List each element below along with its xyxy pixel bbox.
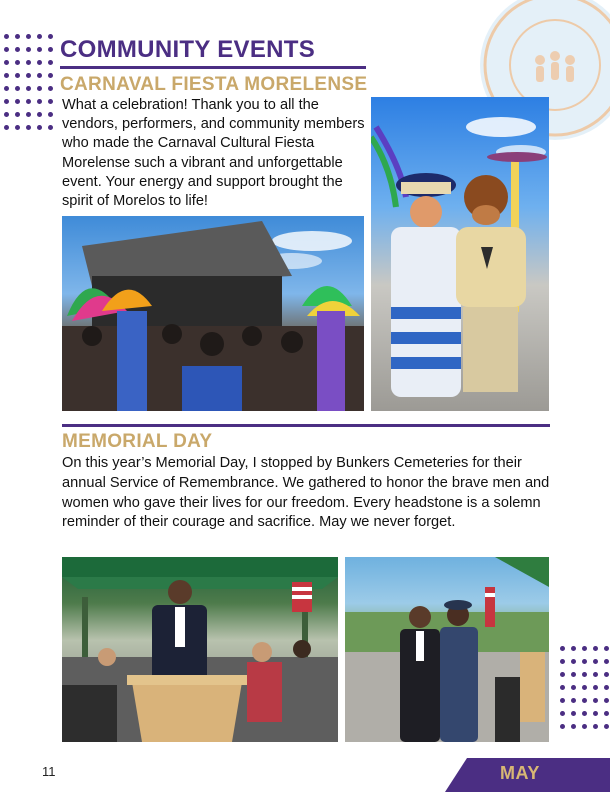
page-title: COMMUNITY EVENTS <box>60 36 316 63</box>
carnaval-mascot-photo <box>371 97 549 411</box>
stage-photo-illustration <box>62 216 364 411</box>
section-divider <box>62 424 550 427</box>
decorative-dot-grid <box>4 34 53 130</box>
month-label: MAY <box>500 763 540 783</box>
memorial-portrait-photo <box>345 557 549 742</box>
podium-photo-illustration <box>62 557 338 742</box>
carnaval-body-text: What a celebration! Thank you to all the vendors, performers, and community members who made the Carnaval Cultural Fiesta Morelense such a vibrant and unforgettable event. Your energy and support brought the spirit of Morelos to life! <box>62 97 365 210</box>
mascot-photo-illustration <box>371 97 549 411</box>
title-divider <box>60 66 366 69</box>
portrait-photo-illustration <box>345 557 549 742</box>
carnaval-stage-photo <box>62 216 364 411</box>
decorative-dot-grid <box>560 646 609 729</box>
carnaval-heading: CARNAVAL FIESTA MORELENSE <box>60 74 368 95</box>
memorial-podium-photo <box>62 557 338 742</box>
memorial-body-text: On this year’s Memorial Day, I stopped by Bunkers Cemeteries for their annual Service of Remembrance. We gathered to honor the brave men and women who gave their lives for our freedom. Every headstone is a solemn reminder of their courage and sacrifice. May we never forget. <box>62 455 550 531</box>
page-number: 11 <box>42 764 56 779</box>
memorial-heading: MEMORIAL DAY <box>62 431 213 452</box>
